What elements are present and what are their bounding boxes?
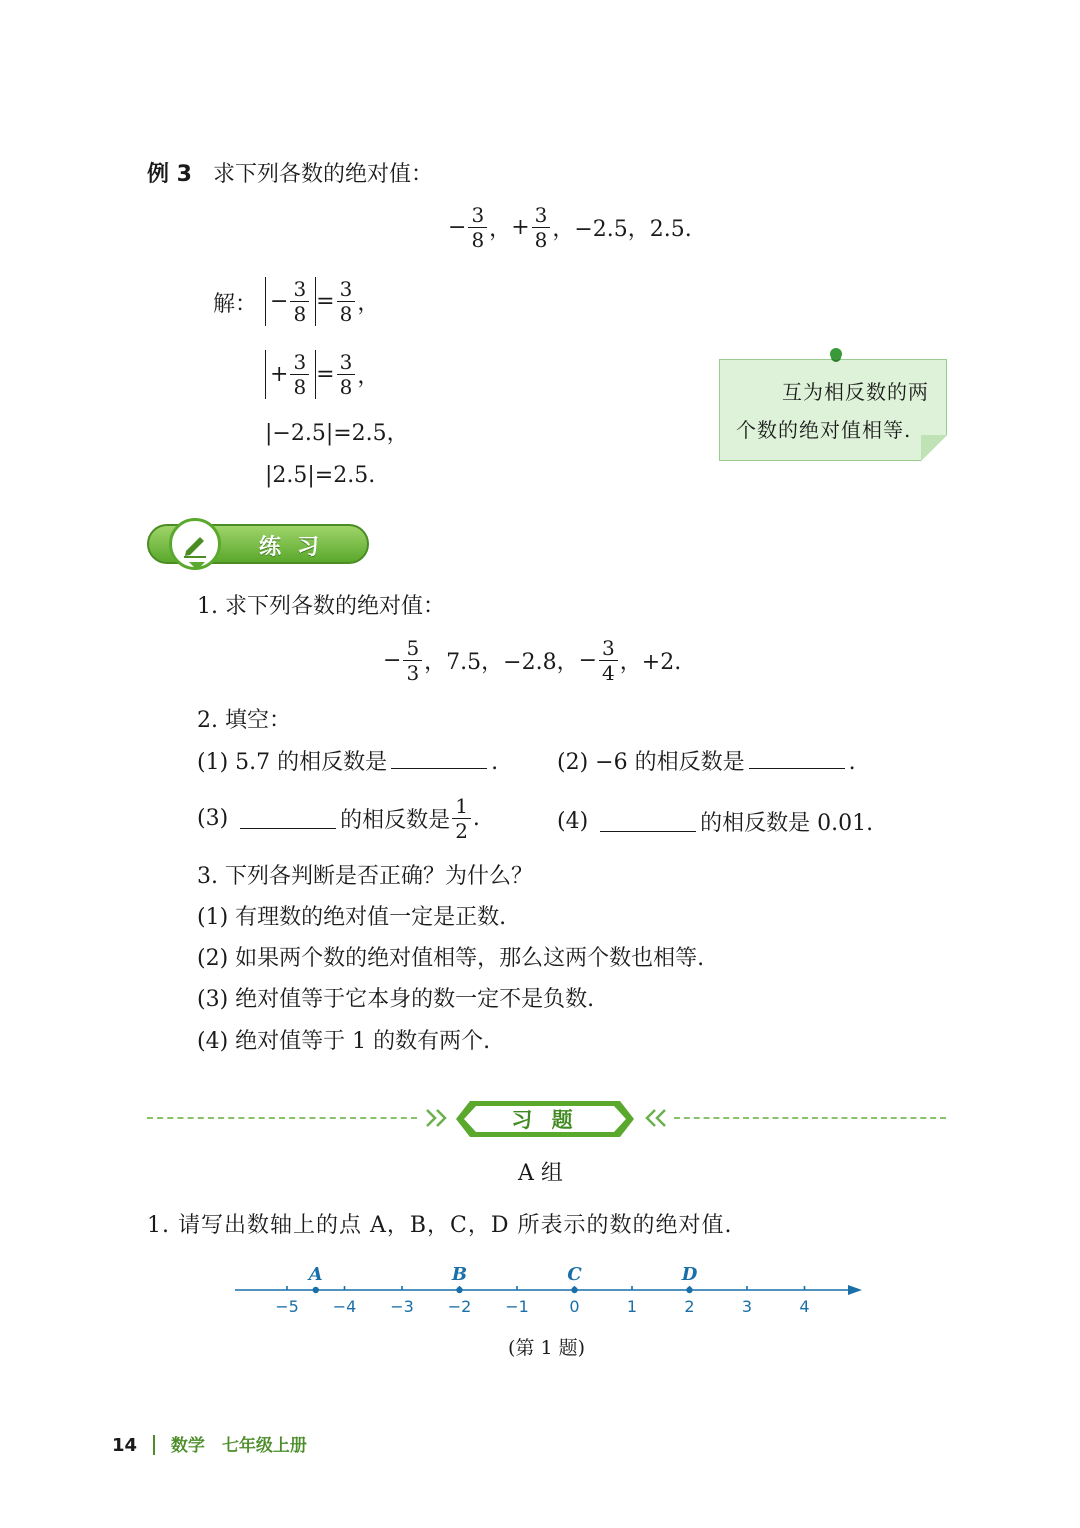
tick-label: −3: [390, 1297, 414, 1316]
page-footer: [112, 1431, 307, 1456]
practice-q2-3: [197, 796, 480, 841]
point-label: B: [451, 1264, 468, 1285]
practice-q2-2: [557, 748, 856, 778]
tick-label: 1: [626, 1297, 638, 1316]
denominator: 8: [534, 228, 548, 252]
practice-q3-item: (4) 绝对值等于 1 的数有两个.: [197, 1029, 491, 1054]
practice-q3-item: (3) 绝对值等于它本身的数一定不是负数.: [197, 987, 595, 1012]
sign: +: [270, 362, 289, 387]
double-chevron-left-icon: [637, 1108, 667, 1128]
numerator: 5: [403, 638, 422, 661]
dashed-rule: [674, 1117, 946, 1119]
fraction: [290, 352, 309, 397]
punct: ，: [357, 364, 380, 389]
tick-label: −1: [505, 1297, 529, 1316]
fraction: [452, 796, 471, 841]
tick-label: −4: [332, 1297, 357, 1316]
tick-label: 4: [799, 1297, 810, 1316]
sign: −: [383, 648, 402, 673]
solution-step-4: |2.5|=2.5.: [265, 463, 376, 488]
banner-arrow-icon: [185, 562, 209, 572]
q2-3-label: (3): [197, 806, 229, 831]
q2-4-label: (4): [557, 809, 589, 834]
values-middle: ，7.5，−2.8，: [424, 650, 579, 675]
numerator: 3: [532, 205, 551, 228]
numerator: 1: [452, 796, 471, 819]
fraction: [468, 205, 487, 250]
practice-q3-item: (1) 有理数的绝对值一定是正数.: [197, 905, 507, 930]
group-label: A 组: [518, 1161, 563, 1186]
tick-label: 3: [741, 1297, 753, 1316]
given-rest: −2.5，2.5.: [574, 217, 692, 242]
practice-q2-1: [197, 748, 498, 778]
equals: =: [316, 289, 335, 314]
solution-step-3: |−2.5|=2.5，: [265, 421, 409, 446]
practice-q2-4: [557, 806, 873, 837]
point-label: C: [567, 1264, 582, 1285]
point-a: [313, 1287, 319, 1293]
point-label: A: [308, 1264, 323, 1285]
sign: −: [270, 289, 289, 314]
example-given-values: [448, 205, 692, 250]
solution-step-1: [265, 277, 379, 326]
practice-q1-values: [383, 638, 681, 683]
q2-1-text: (1) 5.7 的相反数是: [197, 750, 388, 775]
practice-banner: [147, 524, 369, 564]
note-line-1: 互为相反数的两: [782, 380, 929, 404]
book-title: 数学 七年级上册: [170, 1436, 307, 1456]
separator: ，: [552, 217, 575, 242]
absolute-value-bars: [265, 350, 316, 399]
practice-q2: 2. 填空：: [197, 708, 291, 733]
q2-3-text: 的相反数是: [340, 808, 451, 833]
exercise-q1: 1. 请写出数轴上的点 A，B，C，D 所表示的数的绝对值.: [147, 1213, 733, 1238]
practice-label: 练习: [259, 535, 336, 560]
fraction: [403, 638, 422, 683]
punct: .: [848, 750, 856, 775]
values-end: ，+2.: [619, 650, 682, 675]
fraction: [599, 638, 618, 683]
numerator: 3: [290, 279, 309, 302]
pushpin-icon: [830, 348, 842, 360]
double-chevron-right-icon: [425, 1108, 455, 1128]
punct: .: [491, 750, 499, 775]
equals: =: [316, 362, 335, 387]
point-b: [456, 1287, 462, 1293]
fraction: [290, 279, 309, 324]
example-prompt: 求下列各数的绝对值：: [212, 162, 433, 187]
answer-blank[interactable]: [240, 808, 336, 829]
numerator: 3: [337, 279, 356, 302]
answer-blank[interactable]: [391, 748, 487, 769]
fraction: [532, 205, 551, 250]
tick-label: 2: [684, 1297, 695, 1316]
fraction: [337, 279, 356, 324]
sign: −: [448, 215, 467, 240]
sign: −: [578, 648, 598, 673]
example-heading: [147, 160, 433, 190]
denominator: 8: [293, 375, 307, 399]
tick-label: −2: [447, 1297, 472, 1316]
denominator: 8: [471, 228, 485, 252]
numerator: 3: [290, 352, 309, 375]
denominator: 8: [339, 302, 353, 326]
denominator: 4: [602, 661, 615, 685]
q2-2-text: (2) −6 的相反数是: [557, 750, 745, 775]
note-line-2: 个数的绝对值相等.: [736, 418, 912, 442]
denominator: 3: [406, 661, 420, 685]
footer-divider: [153, 1435, 155, 1455]
punct: .: [472, 806, 480, 831]
denominator: 8: [293, 302, 307, 326]
tick-label: 0: [569, 1297, 580, 1316]
answer-blank[interactable]: [749, 748, 845, 769]
sign: +: [511, 215, 530, 240]
tick-label: −5: [275, 1297, 299, 1316]
practice-q3: 3. 下列各判断是否正确？为什么？: [197, 864, 533, 889]
practice-q1: 1. 求下列各数的绝对值：: [197, 594, 445, 619]
absolute-value-bars: [265, 277, 316, 326]
denominator: 8: [339, 375, 353, 399]
punct: ，: [357, 291, 380, 316]
page-curl-icon: [921, 435, 947, 461]
figure-caption: (第 1 题): [508, 1337, 585, 1359]
solution-step-2: [265, 350, 379, 399]
point-c: [571, 1287, 577, 1293]
dashed-rule: [147, 1117, 417, 1119]
sticky-note: [719, 359, 947, 461]
point-label: D: [681, 1264, 698, 1285]
practice-q3-item: (2) 如果两个数的绝对值相等，那么这两个数也相等.: [197, 946, 705, 971]
fraction: [337, 352, 356, 397]
solution-label: 解：: [213, 292, 258, 317]
point-d: [686, 1287, 692, 1293]
answer-blank[interactable]: [600, 811, 696, 832]
separator: ，: [489, 217, 512, 242]
axis-arrow-icon: [848, 1285, 862, 1295]
page-number: 14: [112, 1435, 138, 1456]
numerator: 3: [599, 638, 618, 661]
q2-4-text: 的相反数是 0.01.: [700, 811, 874, 836]
exercises-tag-label: 习 题: [511, 1108, 579, 1132]
example-label: 例 3: [147, 162, 192, 187]
numerator: 3: [337, 352, 356, 375]
numerator: 3: [468, 205, 487, 228]
number-line: [230, 1258, 870, 1322]
denominator: 2: [455, 819, 468, 843]
